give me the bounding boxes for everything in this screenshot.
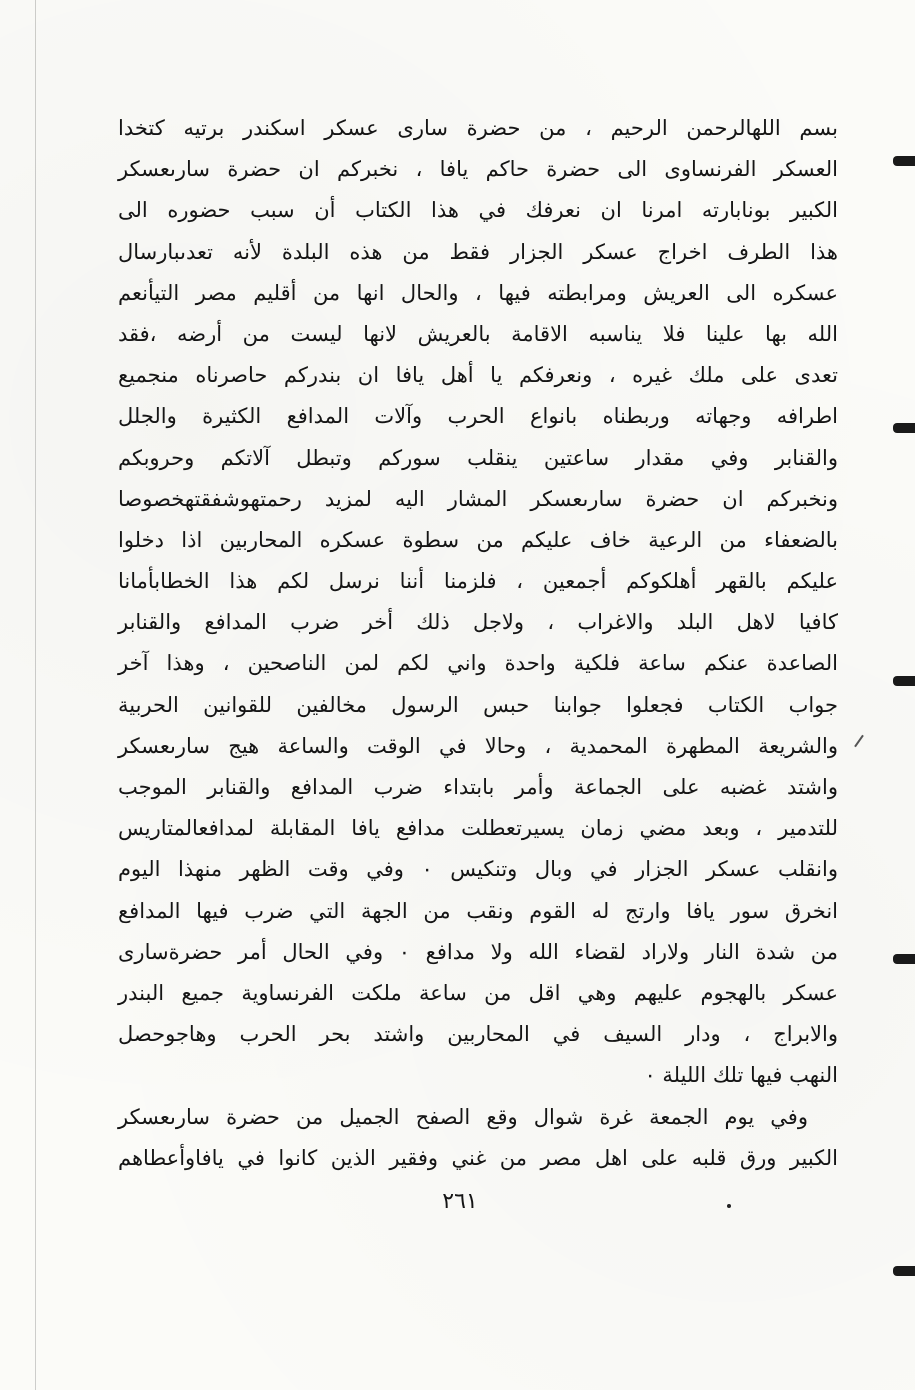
text-line: وفي يوم الجمعة غرة شوال وقع الصفح الجميل من حضرة سارىعسكر: [118, 1104, 808, 1129]
text-line: هذا الطرف اخراج عسكر الجزار فقط من هذه البلدة لأنه تعدىبارسال: [118, 239, 838, 264]
text-line: جواب الكتاب فجعلوا جوابنا حبس الرسول مخالفين للقوانين الحربية: [118, 692, 838, 717]
text-line: من شدة النار ولاراد لقضاء الله ولا مدافع ٠ وفي الحال أمر حضرةسارى: [118, 939, 839, 964]
text-line: بسم اللهالرحمن الرحيم ، من حضرة سارى عسكر اسكندر برتيه كتخدا: [118, 116, 838, 140]
text-line: والابراج ، ودار السيف في المحاربين واشتد بحر الحرب وهاجوحصل: [118, 1022, 838, 1047]
page-body-text: [118, 108, 838, 1179]
text-line: والقنابر وفي مقدار ساعتين ينقلب سوركم وتبطل آلاتكم وحروبكم: [118, 445, 838, 470]
text-line: والشريعة المطهرة المحمدية ، وحالا في الوقت والساعة هيج سارىعسكر: [118, 733, 838, 758]
text-line: اطرافه وجهاته وربطناه بانواع الحرب وآلات المدافع الكثيرة والجلل: [118, 404, 838, 429]
page-edge-mark: [893, 423, 915, 433]
pencil-mark: [854, 735, 864, 748]
text-line: الكبير ورق قلبه على اهل مصر من غني وفقير الذين كانوا في يافاوأعطاهم: [118, 1145, 838, 1170]
page-edge-mark: [893, 156, 915, 166]
text-line: الكبير بونابارته امرنا ان نعرفك في هذا الكتاب أن سبب حضوره الى: [118, 198, 838, 223]
text-line: الصاعدة عنكم ساعة فلكية واحدة واني لكم لمن الناصحين ، وهذا آخر: [118, 651, 838, 676]
text-line: بالضعفاء من الرعية خاف عليكم من سطوة عسكره المحاربين اذا دخلوا: [118, 527, 838, 552]
text-line: كافيا لاهل البلد والاغراب ، ولاجل ذلك أخر ضرب المدافع والقنابر: [118, 610, 838, 635]
text-line: للتدمير ، وبعد مضي زمان يسيرتعطلت مدافع يافا المقابلة لمدافعالمتاريس: [118, 816, 838, 841]
text-line: عليكم بالقهر أهلكوكم أجمعين ، فلزمنا أننا نرسل لكم هذا الخطابأمانا: [118, 569, 838, 594]
page-edge-mark: [893, 1266, 915, 1276]
page-number: ٢٦١: [442, 1189, 478, 1214]
ink-dot: [727, 1204, 731, 1208]
text-line: ونخبركم ان حضرة سارىعسكر المشار اليه لمزيد رحمتهوشفقتهخصوصا: [118, 486, 838, 511]
text-line: النهب فيها تلك الليلة ٠: [644, 1063, 838, 1088]
text-line: انخرق سور يافا وارتج له القوم ونقب من الجهة التي ضرب فيها المدافع: [118, 898, 838, 923]
text-line: تعدى على ملك غيره ، ونعرفكم يا أهل يافا ان بندركم حاصرناه منجميع: [118, 363, 838, 388]
text-line: الله بها علينا فلا يناسبه الاقامة بالعريش لانها ليست من أرضه ،فقد: [118, 321, 838, 346]
text-line: عسكره الى العريش ومرابطته فيها ، والحال انها من أقليم مصر التيأنعم: [118, 280, 838, 305]
page-edge-mark: [893, 676, 915, 686]
text-line: وانقلب عسكر الجزار في وبال وتنكيس ٠ وفي وقت الظهر منهذا اليوم: [118, 857, 838, 882]
text-line: واشتد غضبه على الجماعة وأمر بابتداء ضرب المدافع والقنابر الموجب: [118, 775, 838, 799]
text-line: العسكر الفرنساوى الى حضرة حاكم يافا ، نخبركم ان حضرة سارىعسكر: [118, 157, 838, 182]
page-edge-mark: [893, 954, 915, 964]
page-margin-line: [35, 0, 36, 1390]
text-line: عسكر بالهجوم عليهم وهي اقل من ساعة ملكت الفرنساوية جميع البندر: [118, 980, 838, 1005]
